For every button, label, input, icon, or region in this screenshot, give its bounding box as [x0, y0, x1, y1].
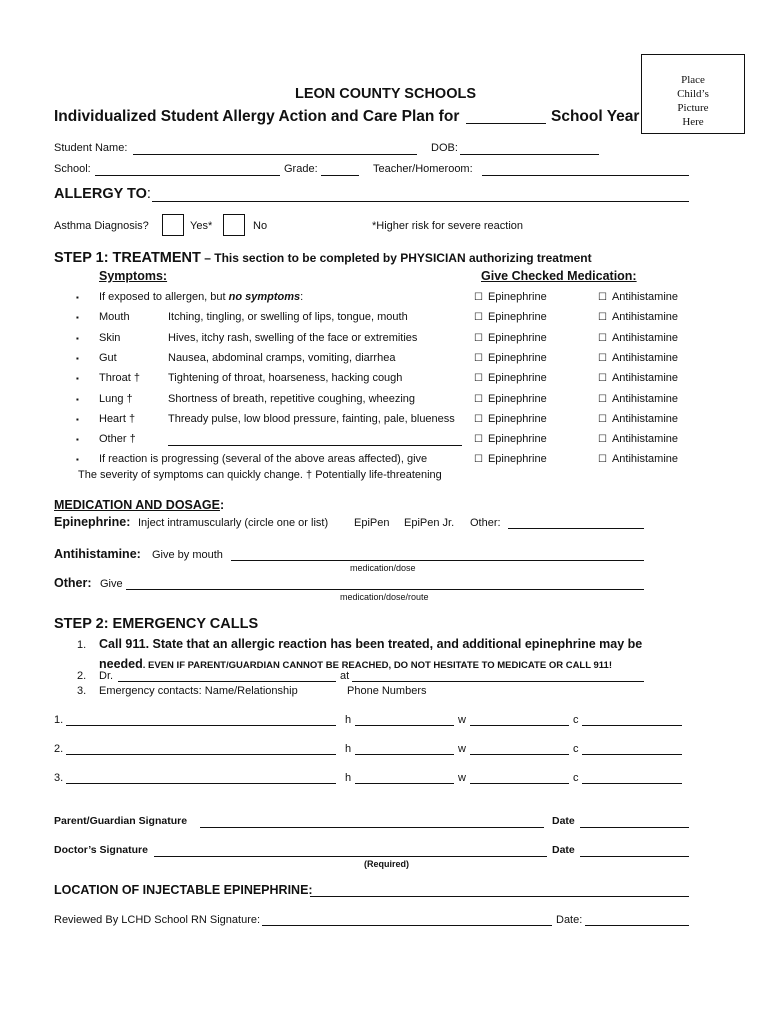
doctor-date-field[interactable] — [580, 856, 689, 857]
antihistamine-option[interactable]: ☐ Antihistamine — [598, 413, 679, 425]
symptom-bullet: ▪ — [76, 334, 79, 343]
school-label: School: — [54, 163, 91, 175]
dob-field[interactable] — [460, 154, 599, 155]
dob-label: DOB: — [431, 142, 458, 154]
work-phone-field[interactable] — [470, 754, 569, 755]
checkbox-icon[interactable]: ☐ — [598, 394, 607, 405]
cell-phone-field[interactable] — [582, 754, 682, 755]
antihistamine-option[interactable]: ☐ Antihistamine — [598, 453, 679, 465]
asthma-label: Asthma Diagnosis? — [54, 220, 149, 232]
antihistamine-field[interactable] — [231, 560, 644, 561]
epinephrine-option[interactable]: ☐ Epinephrine — [474, 453, 547, 465]
risk-note: *Higher risk for severe reaction — [372, 220, 524, 232]
grade-label: Grade: — [284, 163, 318, 175]
checkbox-icon[interactable]: ☐ — [474, 353, 483, 364]
epinephrine-option[interactable]: ☐ Epinephrine — [474, 413, 547, 425]
checkbox-icon[interactable]: ☐ — [474, 373, 483, 384]
contact-number: 2. — [54, 743, 64, 755]
contact-number: 1. — [54, 714, 64, 726]
asthma-no-checkbox[interactable] — [223, 214, 245, 236]
doctor-label: Dr. — [99, 670, 114, 682]
checkbox-icon[interactable]: ☐ — [598, 434, 607, 445]
parent-date-label: Date — [552, 815, 575, 827]
checkbox-icon[interactable]: ☐ — [474, 394, 483, 405]
school-year-line[interactable] — [466, 123, 546, 124]
step2-item1-num: 1. — [77, 639, 87, 651]
school-year-label: School Year — [551, 108, 640, 125]
checkbox-icon[interactable]: ☐ — [598, 353, 607, 364]
work-phone-label: w — [458, 772, 466, 784]
epinephrine-location-label: LOCATION OF INJECTABLE EPINEPHRINE: — [54, 883, 313, 897]
symptom-area: Mouth — [99, 311, 130, 323]
form-title: Individualized Student Allergy Action and Care Plan for — [54, 108, 460, 125]
symptom-area: Skin — [99, 332, 121, 344]
symptom-bullet: ▪ — [76, 455, 79, 464]
antihistamine-option[interactable]: ☐ Antihistamine — [598, 433, 679, 445]
severity-note: The severity of symptoms can quickly change. † Potentially life-threatening — [78, 469, 442, 481]
medication-heading: MEDICATION AND DOSAGE: — [54, 498, 225, 512]
home-phone-field[interactable] — [355, 783, 454, 784]
symptom-bullet: ▪ — [76, 293, 79, 302]
emergency-contacts-label: Emergency contacts: Name/Relationship — [99, 685, 298, 697]
symptom-description: Nausea, abdominal cramps, vomiting, diarrhea — [168, 352, 396, 364]
other-med-instructions: Give — [100, 578, 123, 590]
epinephrine-location-field[interactable] — [310, 896, 689, 897]
checkbox-icon[interactable]: ☐ — [474, 312, 483, 323]
symptom-bullet: ▪ — [76, 374, 79, 383]
rn-date-field[interactable] — [585, 925, 689, 926]
other-symptom-field[interactable] — [168, 445, 462, 446]
cell-phone-label: c — [573, 714, 579, 726]
antihistamine-option[interactable]: ☐ Antihistamine — [598, 311, 679, 323]
symptom-bullet: ▪ — [76, 415, 79, 424]
epinephrine-instructions: Inject intramuscularly (circle one or list) — [138, 517, 329, 529]
epinephrine-option[interactable]: ☐ Epinephrine — [474, 332, 547, 344]
antihistamine-option[interactable]: ☐ Antihistamine — [598, 352, 679, 364]
grade-field[interactable] — [321, 175, 359, 176]
epinephrine-label: Epinephrine: — [54, 515, 131, 529]
symptom-area: Other † — [99, 433, 136, 445]
epinephrine-option[interactable]: ☐ Epinephrine — [474, 393, 547, 405]
symptoms-header: Symptoms: — [99, 269, 168, 283]
symptom-area: Gut — [99, 352, 117, 364]
rn-signature-field[interactable] — [262, 925, 552, 926]
home-phone-label: h — [345, 714, 352, 726]
allergy-to-label: ALLERGY TO: — [54, 186, 151, 202]
epi-other-field[interactable] — [508, 528, 644, 529]
symptom-bullet: ▪ — [76, 435, 79, 444]
epinephrine-option[interactable]: ☐ Epinephrine — [474, 372, 547, 384]
other-med-caption: medication/dose/route — [340, 592, 429, 602]
call-911-text-2: needed. EVEN IF PARENT/GUARDIAN CANNOT BE REACHED, DO NOT HESITATE TO MEDICATE OR CALL 911! — [99, 657, 612, 671]
work-phone-field[interactable] — [470, 725, 569, 726]
symptom-area: Throat † — [99, 372, 140, 384]
student-name-field[interactable] — [133, 154, 417, 155]
symptom-description: Shortness of breath, repetitive coughing, wheezing — [168, 393, 416, 405]
antihistamine-option[interactable]: ☐ Antihistamine — [598, 291, 679, 303]
photo-text-3: Picture — [677, 102, 709, 114]
home-phone-field[interactable] — [355, 725, 454, 726]
epipen-jr-option[interactable]: EpiPen Jr. — [404, 517, 455, 529]
medication-header: Give Checked Medication: — [481, 269, 637, 283]
step2-item3-num: 3. — [77, 685, 87, 697]
phone-numbers-label: Phone Numbers — [347, 685, 427, 697]
school-field[interactable] — [95, 175, 280, 176]
antihistamine-label: Antihistamine: — [54, 547, 141, 561]
epi-other-label: Other: — [470, 517, 501, 529]
work-phone-label: w — [458, 743, 466, 755]
step2-heading: STEP 2: EMERGENCY CALLS — [54, 616, 259, 632]
doctor-at-label: at — [340, 670, 350, 682]
rn-date-label: Date: — [556, 914, 583, 926]
antihistamine-option[interactable]: ☐ Antihistamine — [598, 372, 679, 384]
epinephrine-option[interactable]: ☐ Epinephrine — [474, 311, 547, 323]
cell-phone-label: c — [573, 772, 579, 784]
contact-name-field[interactable] — [66, 754, 336, 755]
symptom-area: Heart † — [99, 413, 136, 425]
doctor-signature-field[interactable] — [154, 856, 547, 857]
symptom-description: Itching, tingling, or swelling of lips, tongue, mouth — [168, 311, 408, 323]
home-phone-label: h — [345, 743, 352, 755]
cell-phone-field[interactable] — [582, 725, 682, 726]
symptom-area: If exposed to allergen, but no symptoms: — [99, 291, 304, 303]
antihistamine-instructions: Give by mouth — [152, 549, 223, 561]
asthma-yes-label: Yes* — [190, 220, 213, 232]
district-title: LEON COUNTY SCHOOLS — [295, 86, 476, 102]
contact-name-field[interactable] — [66, 783, 336, 784]
checkbox-icon[interactable]: ☐ — [598, 333, 607, 344]
symptom-bullet: ▪ — [76, 395, 79, 404]
rn-signature-label: Reviewed By LCHD School RN Signature: — [54, 914, 261, 926]
other-med-label: Other: — [54, 576, 92, 590]
epipen-option[interactable]: EpiPen — [354, 517, 390, 529]
doctor-name-field[interactable] — [118, 681, 336, 682]
work-phone-field[interactable] — [470, 783, 569, 784]
photo-text-4: Here — [682, 116, 704, 128]
symptom-description: Tightening of throat, hoarseness, hacking cough — [168, 372, 403, 384]
home-phone-field[interactable] — [355, 754, 454, 755]
work-phone-label: w — [458, 714, 466, 726]
checkbox-icon[interactable]: ☐ — [598, 454, 607, 465]
symptom-description: Hives, itchy rash, swelling of the face or extremities — [168, 332, 418, 344]
asthma-yes-checkbox[interactable] — [162, 214, 184, 236]
photo-text-2: Child’s — [677, 88, 709, 100]
required-note: (Required) — [364, 859, 409, 869]
parent-signature-label: Parent/Guardian Signature — [54, 815, 188, 827]
contact-number: 3. — [54, 772, 64, 784]
home-phone-label: h — [345, 772, 352, 784]
checkbox-icon[interactable]: ☐ — [474, 454, 483, 465]
symptom-description: Thready pulse, low blood pressure, fainting, pale, blueness — [168, 413, 455, 425]
photo-placeholder — [641, 54, 745, 134]
allergy-field[interactable] — [152, 201, 689, 202]
doctor-signature-label: Doctor’s Signature — [54, 844, 148, 856]
antihistamine-option[interactable]: ☐ Antihistamine — [598, 332, 679, 344]
checkbox-icon[interactable]: ☐ — [474, 414, 483, 425]
checkbox-icon[interactable]: ☐ — [474, 434, 483, 445]
checkbox-icon[interactable]: ☐ — [474, 292, 483, 303]
checkbox-icon[interactable]: ☐ — [598, 312, 607, 323]
checkbox-icon[interactable]: ☐ — [598, 414, 607, 425]
step1-heading: STEP 1: TREATMENT – This section to be completed by PHYSICIAN authorizing treatment — [54, 250, 592, 266]
step2-item2-num: 2. — [77, 670, 87, 682]
epinephrine-option[interactable]: ☐ Epinephrine — [474, 291, 547, 303]
parent-date-field[interactable] — [580, 827, 689, 828]
asthma-no-label: No — [253, 220, 268, 232]
photo-text-1: Place — [681, 74, 705, 86]
parent-signature-field[interactable] — [200, 827, 544, 828]
symptom-area: Lung † — [99, 393, 133, 405]
other-med-field[interactable] — [126, 589, 644, 590]
symptom-area: If reaction is progressing (several of the above areas affected), give — [99, 453, 428, 465]
antihistamine-option[interactable]: ☐ Antihistamine — [598, 393, 679, 405]
epinephrine-option[interactable]: ☐ Epinephrine — [474, 352, 547, 364]
cell-phone-field[interactable] — [582, 783, 682, 784]
checkbox-icon[interactable]: ☐ — [598, 373, 607, 384]
call-911-text: Call 911. State that an allergic reaction has been treated, and additional epinephrine may be — [99, 637, 643, 651]
symptom-bullet: ▪ — [76, 313, 79, 322]
checkbox-icon[interactable]: ☐ — [598, 292, 607, 303]
antihistamine-caption: medication/dose — [350, 563, 416, 573]
doctor-date-label: Date — [552, 844, 575, 856]
checkbox-icon[interactable]: ☐ — [474, 333, 483, 344]
contact-name-field[interactable] — [66, 725, 336, 726]
doctor-phone-field[interactable] — [352, 681, 644, 682]
teacher-field[interactable] — [482, 175, 689, 176]
student-name-label: Student Name: — [54, 142, 128, 154]
teacher-label: Teacher/Homeroom: — [373, 163, 473, 175]
epinephrine-option[interactable]: ☐ Epinephrine — [474, 433, 547, 445]
symptom-bullet: ▪ — [76, 354, 79, 363]
cell-phone-label: c — [573, 743, 579, 755]
